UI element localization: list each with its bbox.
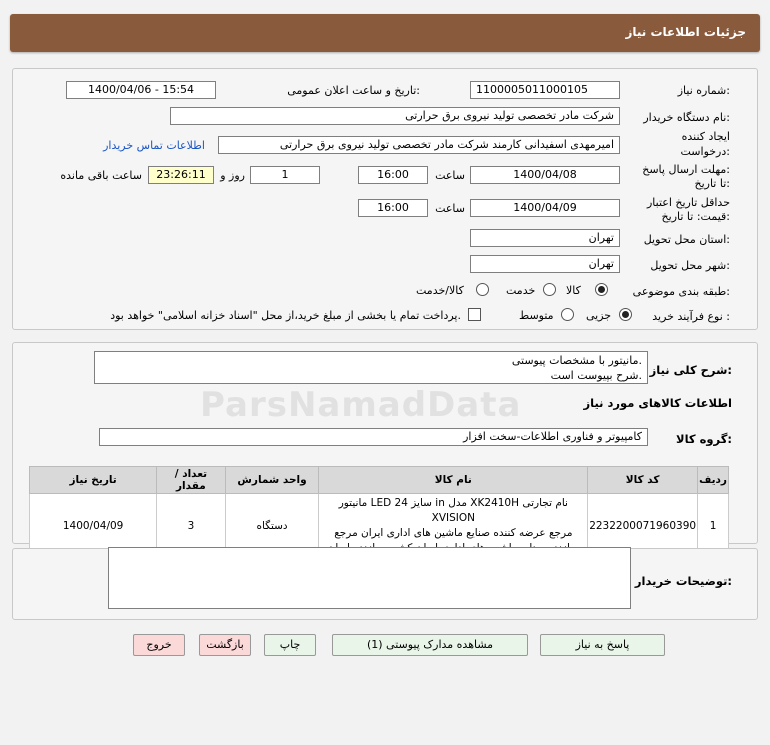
province-field: تهران [470, 229, 620, 247]
row-quantity: 3 [157, 494, 225, 559]
description-label: شرح کلی نیاز: [649, 363, 732, 377]
page-title: جزئیات اطلاعات نیاز [625, 25, 746, 39]
row-date: 1400/04/09 [30, 494, 157, 559]
buyer-org-label: نام دستگاه خریدار: [643, 111, 730, 124]
goods-section-title: اطلاعات کالاهای مورد نیاز [583, 396, 732, 410]
category-label: طبقه بندی موضوعی: [632, 285, 730, 298]
row-name-line-2: مرجع عرضه کننده صنایع ماشین های اداری ایران مرجع [334, 527, 573, 539]
buyer-notes-label: توضیحات خریدار: [634, 574, 732, 588]
row-unit: دستگاه [225, 494, 319, 559]
buyer-notes-box [108, 547, 631, 609]
days-label: روز و [220, 169, 245, 182]
goods-table [29, 466, 729, 559]
description-line-1: مانیتور با مشخصات پیوستی. [511, 354, 642, 367]
exit-button[interactable]: خروج [133, 634, 185, 656]
need-number-label: شماره نیاز: [677, 84, 730, 97]
view-attachments-button[interactable]: مشاهده مدارک پیوستی (1) [332, 634, 528, 656]
purchase-medium-label: متوسط [519, 309, 554, 322]
back-button[interactable]: بازگشت [199, 634, 251, 656]
goods-group-label: گروه کالا: [676, 432, 732, 446]
table-header-row [30, 467, 729, 494]
requester-field: امیرمهدی اسفیدانی کارمند شرکت مادر تخصصی تولید نیروی برق حرارتی [218, 136, 620, 154]
col-code: کد کالا [588, 467, 698, 494]
deadline-label-1: مهلت ارسال پاسخ: [642, 163, 730, 176]
col-name: نام کالا [319, 467, 588, 494]
col-quantity: تعداد / مقدار [157, 467, 225, 494]
goods-group-field: کامپیوتر و فناوری اطلاعات-سخت افزار [99, 428, 648, 446]
city-field: تهران [470, 255, 620, 273]
category-goods-label: کالا [566, 284, 581, 297]
row-code: 2232200071960390 [588, 494, 698, 559]
need-number-field: 1100005011000105 [470, 81, 620, 99]
buyer-org-field: شرکت مادر تخصصی تولید نیروی برق حرارتی [170, 107, 620, 125]
category-service-label: خدمت [506, 284, 536, 297]
city-label: شهر محل تحویل: [650, 259, 730, 272]
remaining-label: ساعت باقی مانده [60, 169, 142, 182]
category-goods-radio[interactable] [595, 283, 608, 296]
col-date: تاریخ نیاز [30, 467, 157, 494]
page-header [10, 14, 760, 52]
deadline-label-2: تا تاریخ: [694, 177, 730, 190]
description-line-2: شرح بپیوست است. [550, 369, 642, 382]
validity-time-label: ساعت [435, 202, 465, 215]
row-name-line-1: مانیتور LED سایز 24 in مدل XK2410H نام تجارتی XVISION [338, 497, 568, 524]
print-button[interactable]: چاپ [264, 634, 316, 656]
days-field: 1 [250, 166, 320, 184]
validity-label-1: حداقل تاریخ اعتبار [646, 196, 730, 209]
purchase-type-label: نوع فرآیند خرید : [652, 310, 730, 323]
announce-field: 1400/04/06 - 15:54 [66, 81, 216, 99]
category-service-radio[interactable] [543, 283, 556, 296]
province-label: استان محل تحویل: [643, 233, 730, 246]
announce-label: تاریخ و ساعت اعلان عمومی: [287, 84, 420, 97]
remaining-time-field: 23:26:11 [148, 166, 214, 184]
category-goods-service-radio[interactable] [476, 283, 489, 296]
validity-time-field: 16:00 [358, 199, 428, 217]
deadline-date-field: 1400/04/08 [470, 166, 620, 184]
contact-info-link[interactable]: اطلاعات تماس خریدار [103, 139, 205, 152]
deadline-time-field: 16:00 [358, 166, 428, 184]
reply-button[interactable]: پاسخ به نیاز [540, 634, 665, 656]
col-unit: واحد شمارش [225, 467, 319, 494]
requester-label-2: درخواست: [680, 145, 730, 158]
col-index: ردیف [698, 467, 729, 494]
description-box [94, 351, 648, 384]
requester-label-1: ایجاد کننده [681, 130, 730, 143]
row-index: 1 [698, 494, 729, 559]
deadline-time-label: ساعت [435, 169, 465, 182]
purchase-medium-radio[interactable] [561, 308, 574, 321]
validity-label-2: قیمت: تا تاریخ: [661, 210, 730, 223]
purchase-minor-label: جزیی [586, 309, 612, 322]
purchase-minor-radio[interactable] [619, 308, 632, 321]
watermark-text: ParsNamadData [200, 385, 522, 425]
category-goods-service-label: کالا/خدمت [416, 284, 464, 297]
treasury-payment-checkbox[interactable] [468, 308, 481, 321]
payment-note: پرداخت تمام یا بخشی از مبلغ خرید،از محل "اسناد خزانه اسلامی" خواهد بود. [110, 309, 461, 322]
validity-date-field: 1400/04/09 [470, 199, 620, 217]
